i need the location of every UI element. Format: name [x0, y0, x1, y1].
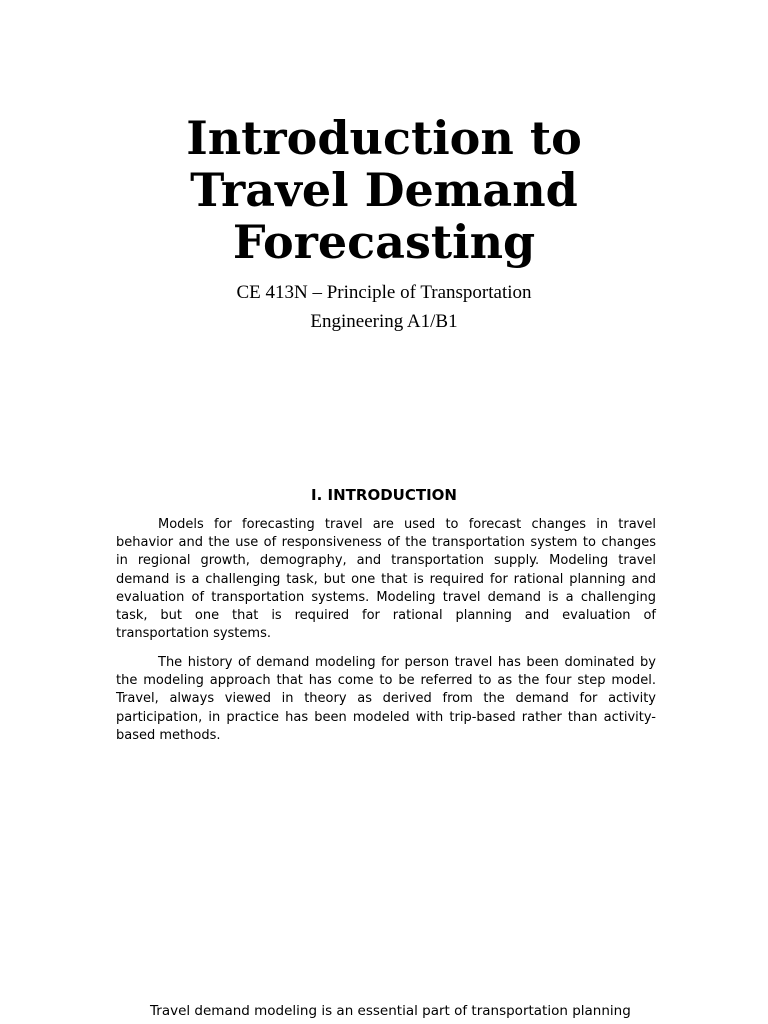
subtitle-line-2: Engineering A1/B1 — [310, 311, 458, 332]
intro-paragraph-1: Models for forecasting travel are used to forecast changes in travel behavior and the use of responsiveness of the transportation system to changes in regional growth, demography, and transportation supply. Modeling travel demand is a challenging task, but one that is required for rational planning and evaluation of transportation systems. Modeling travel demand is a challenging task, but one that is required for rational planning and evaluation of transportation systems. — [116, 517, 656, 642]
title-line-1: Introduction to — [186, 111, 582, 165]
title-line-3: Forecasting — [232, 215, 536, 269]
next-page-paragraph-start: Travel demand modeling is an essential part of transportation planning — [150, 1003, 631, 1019]
intro-paragraph-2: The history of demand modeling for person travel has been dominated by the modeling approach that has come to be referred to as the four step model. Travel, always viewed in theory as derived from the demand for activity participation, in practice has been modeled with trip-based rather than activity-based methods. — [116, 655, 656, 743]
course-subtitle — [0, 278, 768, 336]
subtitle-line-1: CE 413N – Principle of Transportation — [236, 282, 532, 303]
section-heading: I. INTRODUCTION — [311, 486, 457, 504]
title-line-2: Travel Demand — [190, 163, 578, 217]
document-title — [0, 112, 768, 268]
